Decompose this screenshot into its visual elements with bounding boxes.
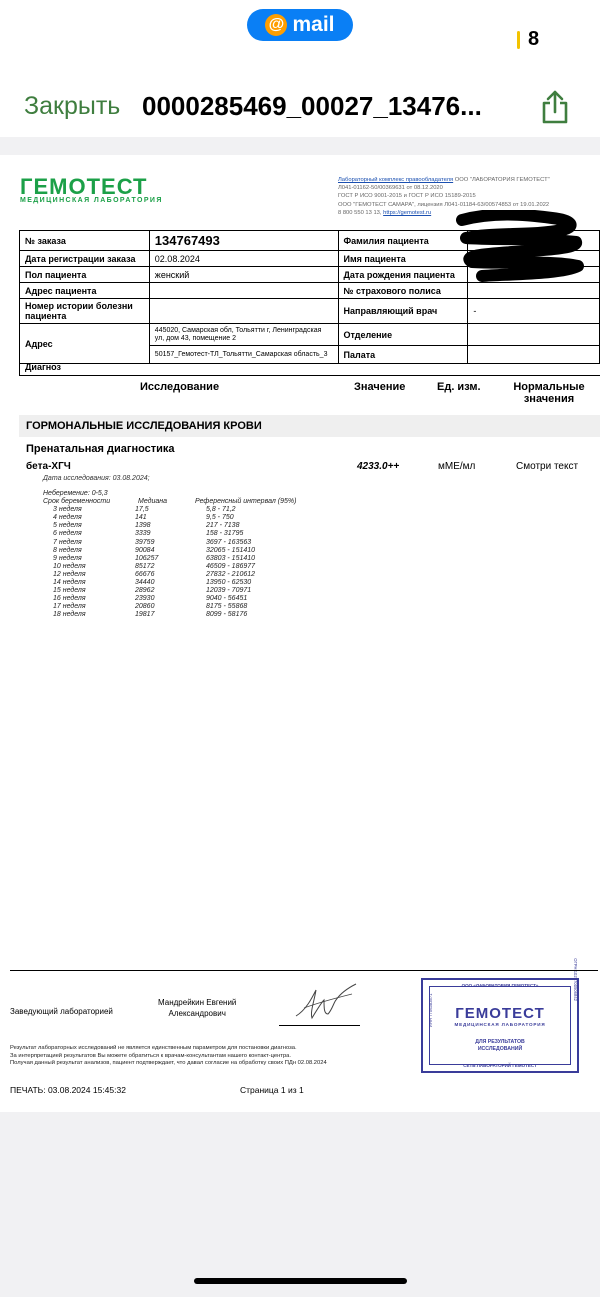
reference-median: 20860 <box>135 603 155 611</box>
reference-interval: 32065 - 151410 <box>206 546 256 554</box>
reference-median: 23930 <box>135 595 155 603</box>
reference-interval: 27832 - 210612 <box>206 570 256 578</box>
reference-term: 15 неделя <box>53 587 86 595</box>
reference-median: 106257 <box>135 554 159 562</box>
reference-interval: 217 - 7138 <box>206 522 240 530</box>
reference-median: 28962 <box>135 587 155 595</box>
col-value-header: Значение <box>354 381 406 393</box>
history-label: Номер истории болезни пациента <box>20 299 150 324</box>
name-label: Имя пациента <box>338 251 468 267</box>
reference-term: 3 неделя <box>53 506 82 514</box>
reference-term: 7 неделя <box>53 538 82 546</box>
reference-median: 17,5 <box>135 506 149 514</box>
lab-stamp <box>421 958 579 1073</box>
reference-interval: 63803 - 151410 <box>206 554 256 562</box>
reference-term: 5 неделя <box>53 522 82 530</box>
reference-term: 6 неделя <box>53 530 82 538</box>
license-link[interactable]: Лабораторный комплекс правообладателя <box>338 177 454 183</box>
footer-divider <box>10 970 598 971</box>
test-unit: мМЕ/мл <box>438 461 476 472</box>
section-title: ГОРМОНАЛЬНЫЕ ИССЛЕДОВАНИЯ КРОВИ <box>26 420 262 432</box>
birth-label: Дата рождения пациента <box>338 267 468 283</box>
page-number: Страница 1 из 1 <box>240 1085 304 1095</box>
policy-label: № страхового полиса <box>338 283 468 299</box>
disclaimer: Результат лабораторных исследований не является единственным параметром для постановки диагноза. За интерпретацией результатов Вы можете обратиться к врачам-консультантам нашего контакт-центра. Получая данный результат анализов, пациент подтверждает, что давал согласие на обработку своих ПДн 02.08.2024 <box>10 1045 327 1067</box>
reference-term: 17 неделя <box>53 603 86 611</box>
print-timestamp: ПЕЧАТЬ: 03.08.2024 15:45:32 <box>10 1085 126 1095</box>
study-date: Дата исследования: 03.08.2024; <box>43 475 150 482</box>
col-study-header: Исследование <box>140 381 220 393</box>
col-norm-header: Нормальные значения <box>513 381 585 405</box>
diagnosis-label: Диагноз <box>19 360 600 376</box>
patient-address-label: Адрес пациента <box>20 283 150 299</box>
policy-value <box>468 283 600 299</box>
close-button[interactable]: Закрыть <box>24 92 121 120</box>
lab-info: Лабораторный комплекс правообладателя ООО "ЛАБОРАТОРИЯ ГЕМОТЕСТ" Л041-01162-50/00369631 от 08.12.2020 ГОСТ Р ИСО 9001-2015 и ГОСТ Р ИСО 15189-2015 ООО "ГЕМОТЕСТ САМАРА", лицензия Л041-01184-63/00574853 от 19.01.2022 8 800 550 13 13, https://gemotest.ru <box>338 177 550 216</box>
reference-term: 14 неделя <box>53 579 86 587</box>
reference-interval: 9040 - 56451 <box>206 595 248 603</box>
head-of-lab-label: Заведующий лабораторией <box>10 1007 113 1016</box>
reference-median: 141 <box>135 514 147 522</box>
stamp-frame: ООО «ЛАБОРАТОРИЯ ГЕМОТЕСТ» ГЕМОТЕСТ МЕДИЦИНСКАЯ ЛАБОРАТОРИЯ ДЛЯ РЕЗУЛЬТАТОВ ИССЛЕДОВАНИЙ СЕТЬ ЛАБОРАТОРИЙ ГЕМОТЕСТ ИНН 7706383571 ОГРН 1027700506842 <box>428 958 578 1068</box>
reference-interval: 9,5 - 750 <box>206 514 234 522</box>
home-indicator[interactable] <box>194 1278 407 1284</box>
reg-date-label: Дата регистрации заказа <box>20 251 150 267</box>
signature <box>290 980 360 1024</box>
reference-median: 90084 <box>135 546 155 554</box>
logo-text: ГЕМОТЕСТ <box>20 174 148 199</box>
test-name: бета-ХГЧ <box>26 461 71 472</box>
lab-logo <box>20 174 163 204</box>
reference-term: 16 неделя <box>53 595 86 603</box>
test-value: 4233.0++ <box>357 461 400 472</box>
mail-pill-label: mail <box>292 13 335 36</box>
reference-median: 85172 <box>135 562 155 570</box>
doctor-label: Направляющий врач <box>338 299 468 324</box>
reference-interval: 3697 - 163563 <box>206 538 252 546</box>
order-label: № заказа <box>20 231 150 251</box>
reference-interval: 13950 - 62530 <box>206 579 252 587</box>
patient-address-value <box>149 283 338 299</box>
at-icon: @ <box>265 14 287 36</box>
reference-median: 1398 <box>135 522 151 530</box>
address-value: 445020, Самарская обл, Тольятти г, Ленинградская ул, дом 43, помещение 2 <box>149 324 338 346</box>
head-of-lab-name: Мандрейкин Евгений Александрович <box>158 998 237 1018</box>
sex-label: Пол пациента <box>20 267 150 283</box>
document-title: 0000285469_00027_13476... <box>142 91 482 121</box>
address-label: Адрес <box>20 324 150 364</box>
reference-term: 8 неделя <box>53 546 82 554</box>
ward-label: Палата <box>338 346 468 364</box>
reference-interval: 46509 - 186977 <box>206 562 256 570</box>
mail-app-pill[interactable] <box>247 9 353 41</box>
dept-label: Отделение <box>338 324 468 346</box>
signature-line <box>279 1025 360 1026</box>
reg-date-value: 02.08.2024 <box>149 251 338 267</box>
logo-subtitle: МЕДИЦИНСКАЯ ЛАБОРАТОРИЯ <box>20 197 163 204</box>
reference-term: 18 неделя <box>53 611 86 619</box>
doctor-value: - <box>468 299 600 324</box>
reference-interval: 12039 - 70971 <box>206 587 252 595</box>
reference-median: 39759 <box>135 538 155 546</box>
reference-interval: 158 - 31795 <box>206 530 244 538</box>
badge-indicator <box>517 31 520 49</box>
reference-median: 34440 <box>135 579 155 587</box>
site-link[interactable]: https://gemotest.ru <box>383 209 432 216</box>
share-icon[interactable] <box>536 88 574 126</box>
history-value <box>149 299 338 324</box>
redaction-scribble <box>452 210 584 282</box>
surname-label: Фамилия пациента <box>338 231 468 251</box>
reference-interval: 8099 - 58176 <box>206 611 248 619</box>
reference-term: 12 неделя <box>53 570 86 578</box>
order-number: 134767493 <box>149 231 338 251</box>
reference-median: 3339 <box>135 530 151 538</box>
col-unit-header: Ед. изм. <box>437 381 481 393</box>
reference-interval: 8175 - 55868 <box>206 603 248 611</box>
dept-value <box>468 324 600 346</box>
reference-term: 10 неделя <box>53 562 86 570</box>
sex-value: женский <box>149 267 338 283</box>
subsection-title: Пренатальная диагностика <box>26 443 175 455</box>
reference-term: 4 неделя <box>53 514 82 522</box>
reference-term: 9 неделя <box>53 554 82 562</box>
branch-value: 50157_Гемотест-ТЛ_Тольятти_Самарская область_3 <box>149 346 338 364</box>
reference-median: 19817 <box>135 611 155 619</box>
reference-median: 66676 <box>135 570 155 578</box>
reference-interval: 5,8 - 71,2 <box>206 506 236 514</box>
test-norm: Смотри текст <box>516 461 579 472</box>
notification-count: 8 <box>528 28 540 50</box>
